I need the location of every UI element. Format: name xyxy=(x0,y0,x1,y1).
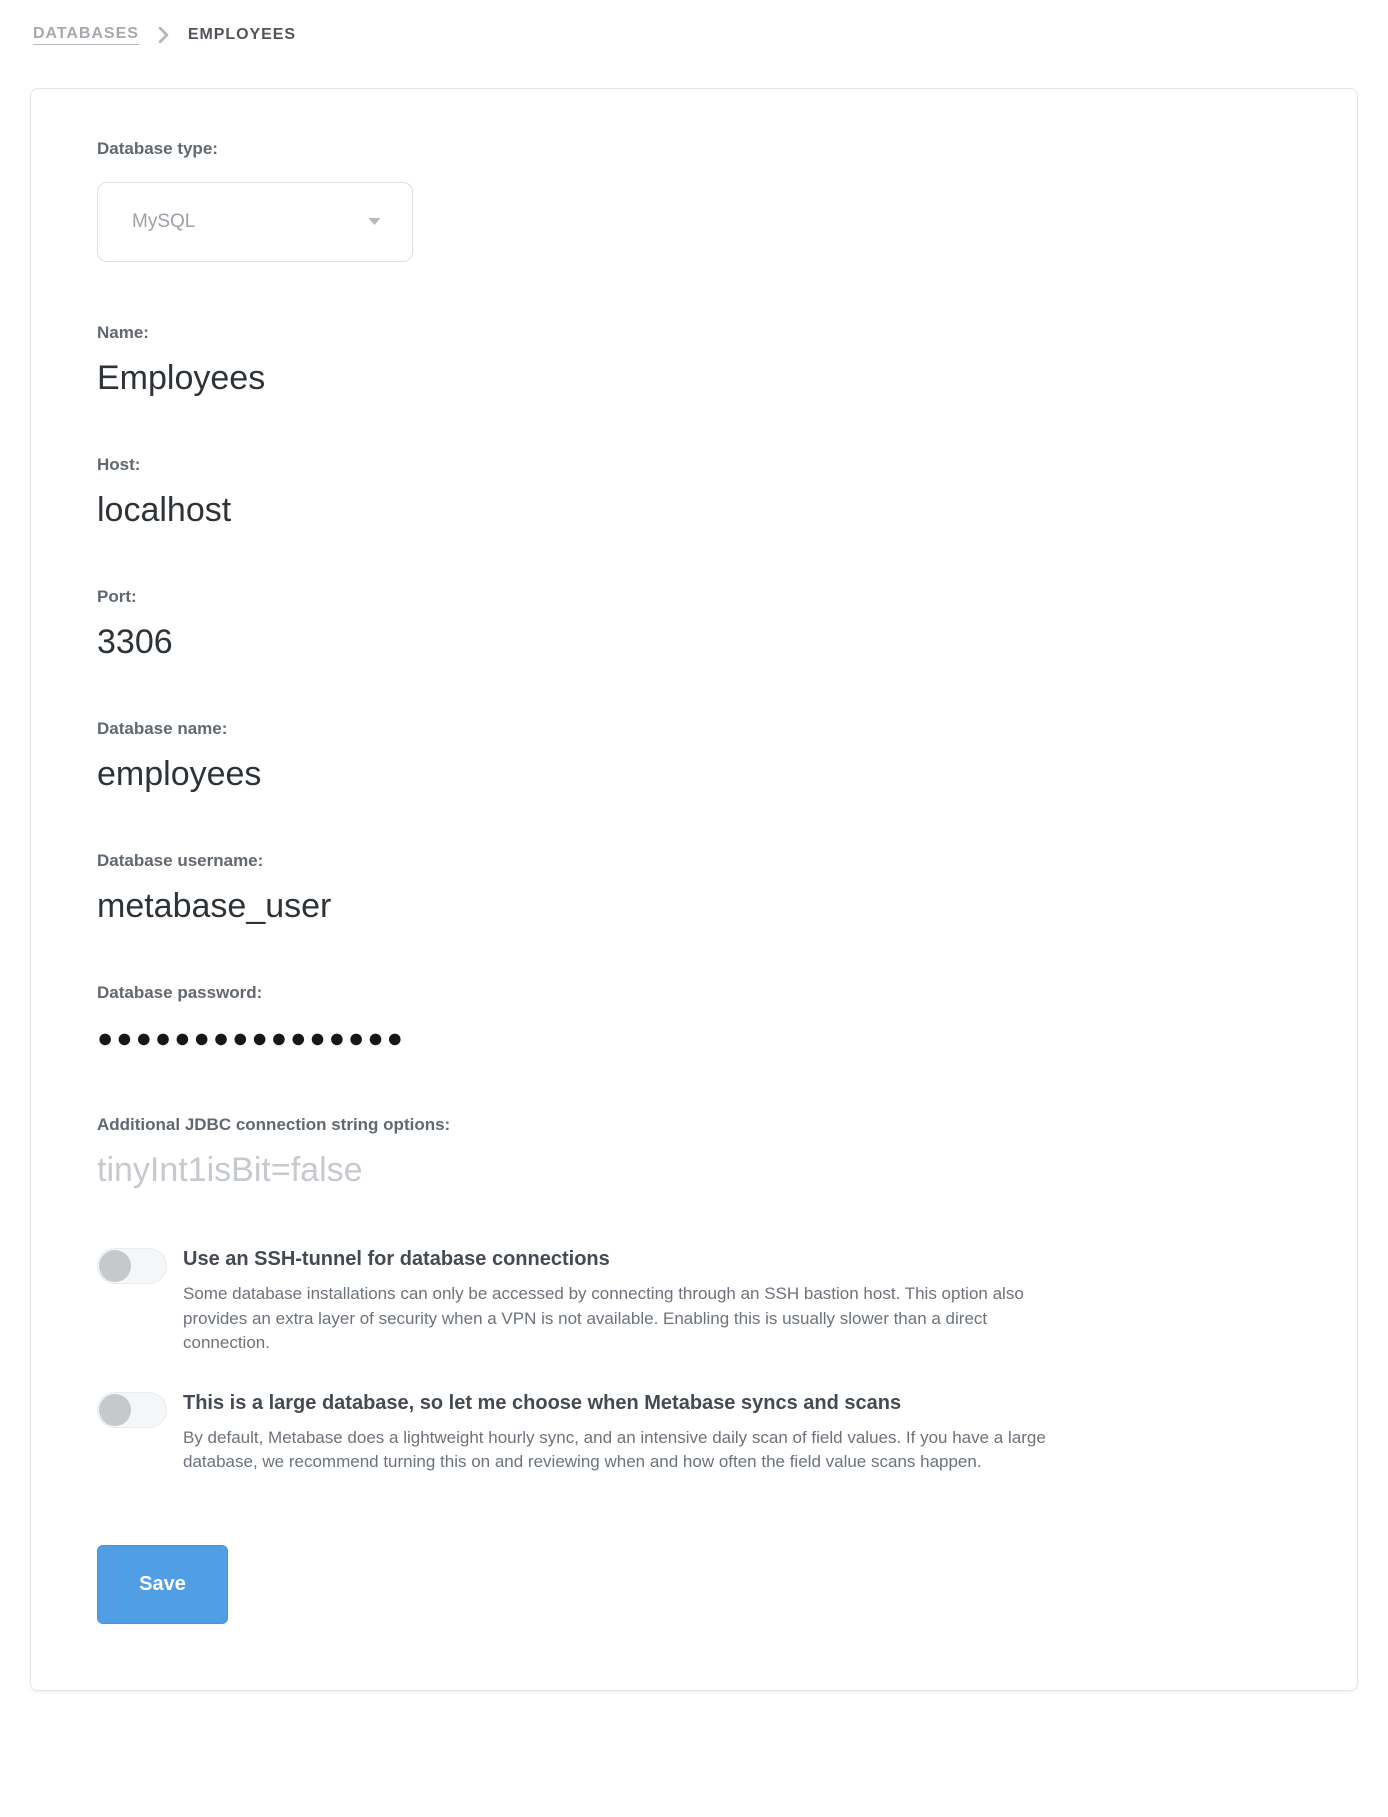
database-username-input[interactable] xyxy=(97,883,797,929)
ssh-tunnel-text xyxy=(183,1246,1073,1356)
port-label: Port: xyxy=(97,587,137,606)
host-label: Host: xyxy=(97,455,141,474)
field-host xyxy=(97,454,1291,533)
breadcrumb-current-database: EMPLOYEES xyxy=(187,26,297,43)
database-settings-card xyxy=(30,88,1358,1691)
field-database-name xyxy=(97,718,1291,797)
database-name-input[interactable] xyxy=(97,751,797,797)
large-database-title: This is a large database, so let me choose when Metabase syncs and scans xyxy=(183,1391,902,1414)
large-database-text xyxy=(183,1390,1073,1475)
breadcrumb-databases-link[interactable]: DATABASES xyxy=(33,25,139,45)
toggle-knob xyxy=(99,1394,131,1426)
large-database-description: By default, Metabase does a lightweight hourly sync, and an intensive daily scan of field values. If you have a large database, we recommend turning this on and reviewing when and how often the field value scans happen. xyxy=(183,1427,1046,1471)
jdbc-options-label: Additional JDBC connection string options: xyxy=(97,1115,451,1134)
toggle-knob xyxy=(99,1250,131,1282)
field-port xyxy=(97,586,1291,665)
breadcrumb xyxy=(0,0,1388,45)
chevron-down-icon xyxy=(367,213,382,231)
name-input[interactable] xyxy=(97,355,797,401)
field-database-password xyxy=(97,982,1291,1061)
ssh-tunnel-title: Use an SSH-tunnel for database connections xyxy=(183,1248,610,1270)
database-type-label: Database type: xyxy=(97,139,218,158)
database-password-input[interactable] xyxy=(97,1015,797,1061)
database-type-selected-value: MySQL xyxy=(132,211,196,232)
ssh-tunnel-toggle[interactable] xyxy=(97,1248,167,1284)
port-input[interactable] xyxy=(97,619,797,665)
name-label: Name: xyxy=(97,323,149,342)
host-input[interactable] xyxy=(97,487,797,533)
chevron-right-icon xyxy=(157,27,170,43)
jdbc-options-input[interactable] xyxy=(97,1147,797,1193)
large-database-toggle[interactable] xyxy=(97,1392,167,1428)
ssh-tunnel-description: Some database installations can only be accessed by connecting through an SSH bastion host. This option also provides an extra layer of security when a VPN is not available. Enabling this is usually slower than a direct connection. xyxy=(183,1284,1024,1352)
save-button[interactable]: Save xyxy=(97,1545,228,1624)
large-database-setting xyxy=(97,1390,1291,1475)
field-jdbc-options xyxy=(97,1114,1291,1193)
field-name xyxy=(97,322,1291,401)
database-type-select[interactable] xyxy=(97,182,413,262)
database-name-label: Database name: xyxy=(97,719,228,738)
field-database-type xyxy=(97,138,1291,262)
database-username-label: Database username: xyxy=(97,851,264,870)
ssh-tunnel-setting xyxy=(97,1246,1291,1356)
database-password-label: Database password: xyxy=(97,983,263,1002)
field-database-username xyxy=(97,850,1291,929)
